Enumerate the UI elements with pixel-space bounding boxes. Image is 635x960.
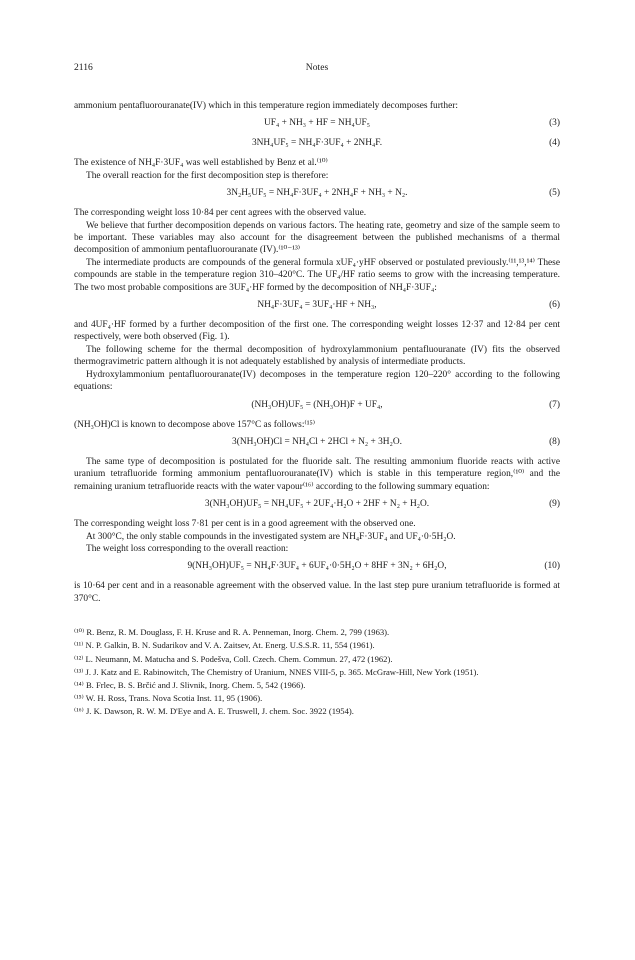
references xyxy=(74,627,560,717)
running-title: Notes xyxy=(305,62,329,73)
equation-number: (10) xyxy=(544,561,560,572)
equation: 3N₂H₅UF₅ = NH₄F·3UF₄ + 2NH₄F + NH₃ + N₂. (5) xyxy=(226,188,560,199)
equation: NH₄F·3UF₄ = 3UF₄·HF + NH₃, (6) xyxy=(257,300,560,311)
reference: ⁽¹²⁾ L. Neumann, M. Matucha and S. Podešva, Coll. Czech. Chem. Commun. 27, 472 (1962). xyxy=(74,653,393,664)
paragraph: is 10·64 per cent and in a reasonable agreement with the observed value. In the last step pure uranium tetrafluoride is formed at 370°C. xyxy=(74,581,560,604)
reference: ⁽¹⁵⁾ W. H. Ross, Trans. Nova Scotia Inst. 11, 95 (1906). xyxy=(74,693,263,704)
equation: UF₄ + NH₃ + HF = NH₄UF₅ (3) xyxy=(263,118,560,129)
reference: ⁽¹⁴⁾ B. Frlec, B. S. Brčić and J. Slivnik, Inorg. Chem. 5, 542 (1966). xyxy=(74,679,306,690)
reference: ⁽¹⁶⁾ J. K. Dawson, R. W. M. D'Eye and A. E. Truswell, J. chem. Soc. 3922 (1954). xyxy=(74,706,354,717)
equation: 3(NH₃OH)UF₅ = NH₄UF₅ + 2UF₄·H₂O + 2HF + N₂ + H₂O. (9) xyxy=(204,499,560,510)
equation-number: (6) xyxy=(549,300,560,311)
paragraph: The intermediate products are compounds of the general formula xUF₄·yHF observed or postulated previously.⁽¹¹,¹³,¹⁴⁾ These compounds are stable in the temperature region 310–420°C. The UF₄/HF ratio seems to grow with the increasing temperature. The two most probable compositions are 3UF₄·HF formed by the decomposition of NH₄F·3UF₄: xyxy=(74,257,560,293)
paragraph: and 4UF₄·HF formed by a further decomposition of the first one. The corresponding weight losses 12·37 and 12·84 per cent respectively, were both observed (Fig. 1). xyxy=(74,320,560,343)
equation-number: (4) xyxy=(549,138,560,149)
paragraph: The weight loss corresponding to the overall reaction: xyxy=(86,543,289,554)
reference: ⁽¹³⁾ J. J. Katz and E. Rabinowitch, The Chemistry of Uranium, NNES VIII-5, p. 365. McGraw-Hill, New York (1951). xyxy=(74,666,479,677)
running-header xyxy=(74,62,560,78)
paragraph: The same type of decomposition is postulated for the fluoride salt. The resulting ammonium fluoride reacts with active uranium tetrafluoride forming ammonium pentafluorouranate(IV) which is stable in this temperature region,⁽¹⁰⁾ and the remaining uranium tetrafluoride reacts with the water vapour⁽¹⁶⁾ according to the following summary equation: xyxy=(74,456,560,492)
paragraph: Hydroxylammonium pentafluorouranate(IV) decomposes in the temperature region 120–220° according to the following equations: xyxy=(74,369,560,393)
equation: 3NH₄UF₅ = NH₄F·3UF₄ + 2NH₄F. (4) xyxy=(251,138,560,149)
equation: 3(NH₃OH)Cl = NH₄Cl + 2HCl + N₂ + 3H₂O. (8) xyxy=(232,436,560,447)
page-number: 2116 xyxy=(74,62,93,73)
paragraph: We believe that further decomposition depends on various factors. The heating rate, geometry and size of the sample seem to be important. These variables may also account for the disagreement between the published mechanisms of a thermal decomposition of ammonium pentafluorouranate (IV).⁽¹⁰⁻¹³⁾ xyxy=(74,220,560,256)
equation-number: (5) xyxy=(549,188,560,199)
paragraph: The overall reaction for the first decomposition step is therefore: xyxy=(86,170,329,181)
paragraph: ammonium pentafluorouranate(IV) which in this temperature region immediately decomposes further: xyxy=(74,101,458,111)
equation-number: (8) xyxy=(549,436,560,447)
paragraph: (NH₃OH)Cl is known to decompose above 157°C as follows:⁽¹⁵⁾ xyxy=(74,419,316,430)
equation-number: (7) xyxy=(549,399,560,410)
reference: ⁽¹⁰⁾ R. Benz, R. M. Douglass, F. H. Kruse and R. A. Penneman, Inorg. Chem. 2, 799 (1963). xyxy=(74,627,390,638)
paragraph: The existence of NH₄F·3UF₄ was well established by Benz et al.⁽¹⁰⁾ xyxy=(74,158,328,169)
equation: (NH₃OH)UF₅ = (NH₃OH)F + UF₄, (7) xyxy=(251,399,560,410)
equation-number: (3) xyxy=(549,118,560,129)
equation-number: (9) xyxy=(549,499,560,510)
reference: ⁽¹¹⁾ N. P. Galkin, B. N. Sudarikov and V. A. Zaitsev, At. Energ. U.S.S.R. 11, 554 (1961). xyxy=(74,640,375,651)
equation: 9(NH₃OH)UF₅ = NH₄F·3UF₄ + 6UF₄·0·5H₂O + 8HF + 3N₂ + 6H₂O, (10) xyxy=(187,561,560,572)
paper-page xyxy=(74,62,560,720)
paragraph: The following scheme for the thermal decomposition of hydroxylammonium pentafluouranate (IV) fits the observed thermogravimetric pattern although it is not adequately established by analysis of intermediate products. xyxy=(74,344,560,368)
paragraph: The corresponding weight loss 10·84 per cent agrees with the observed value. xyxy=(74,208,367,219)
paragraph: The corresponding weight loss 7·81 per cent is in a good agreement with the observed one. xyxy=(74,519,416,530)
paragraph: At 300°C, the only stable compounds in the investigated system are NH₄F·3UF₄ and UF₄·0·5H₂O. xyxy=(86,531,456,542)
